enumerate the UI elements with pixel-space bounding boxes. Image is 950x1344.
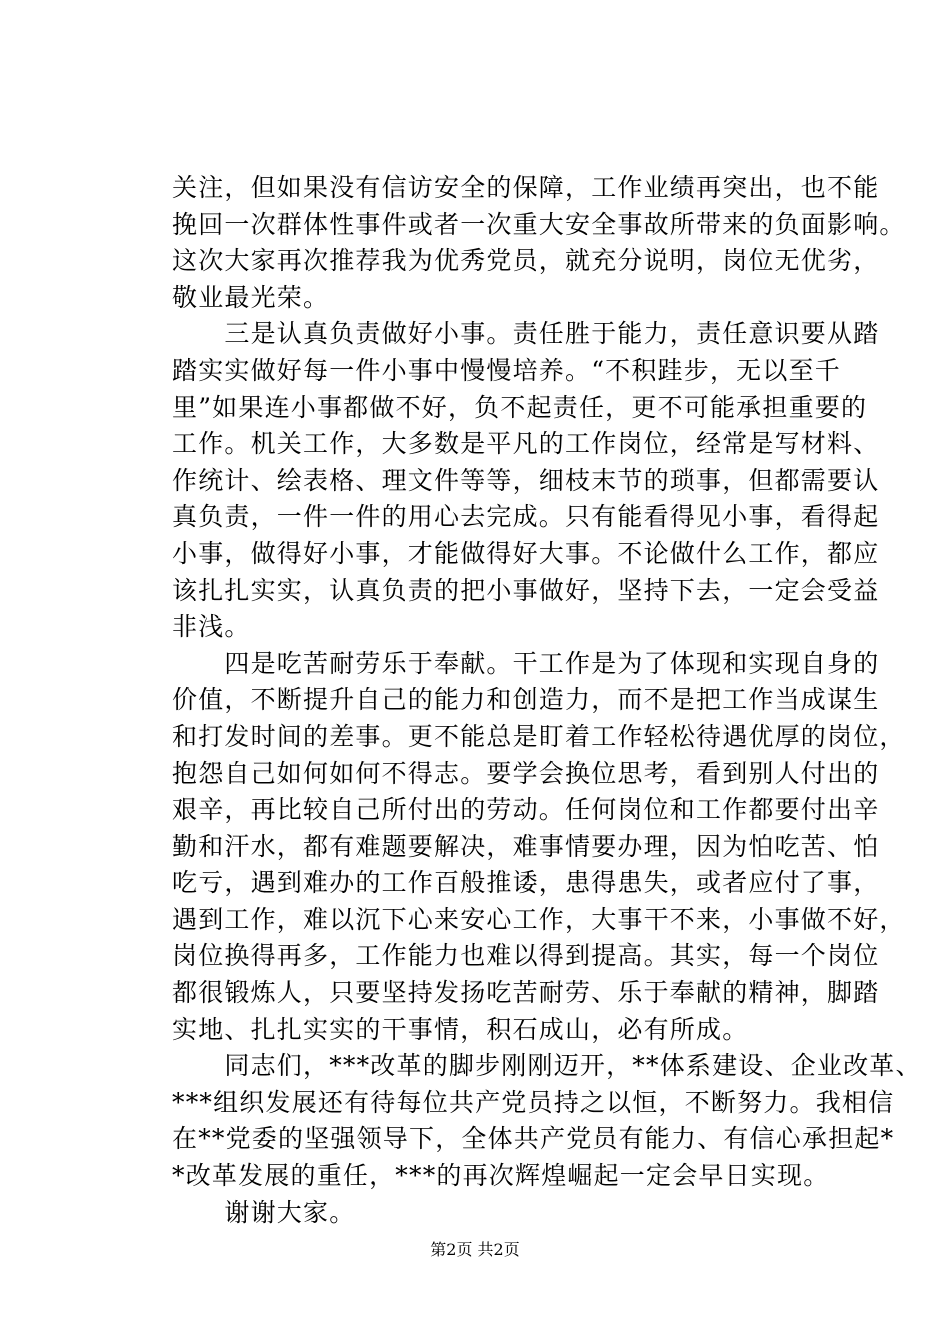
text-line: 敬业最光荣。	[172, 282, 330, 312]
text-line: 关注，但如果没有信访安全的保障，工作业绩再突出，也不能	[172, 173, 880, 202]
text-line: ***组织发展还有待每位共产党员持之以恒，不断努力。我相信	[172, 1087, 895, 1117]
text-line: 实地、扎扎实实的干事情，积石成山，必有所成。	[172, 1014, 749, 1044]
text-line: 非浅。	[172, 612, 251, 642]
text-line: 三是认真负责做好小事。责任胜于能力，责任意识要从踏	[172, 319, 880, 349]
text-line: 作统计、绘表格、理文件等等，细枝末节的琐事，但都需要认	[172, 465, 880, 495]
text-line: 勤和汗水，都有难题要解决，难事情要办理，因为怕吃苦、怕	[172, 831, 880, 861]
text-line: 工作。机关工作，大多数是平凡的工作岗位，经常是写材料、	[172, 429, 880, 459]
text-line: 踏实实做好每一件小事中慢慢培养。“不积跬步，无以至千	[172, 355, 841, 385]
document-body	[172, 170, 922, 1231]
text-line: 价值，不断提升自己的能力和创造力，而不是把工作当成谋生	[172, 685, 880, 715]
text-line: 和打发时间的差事。更不能总是盯着工作轻松待遇优厚的岗位，	[172, 721, 906, 751]
text-line: 里”如果连小事都做不好，负不起责任，更不可能承担重要的	[172, 392, 868, 422]
text-line: 遇到工作，难以沉下心来安心工作，大事干不来，小事做不好，	[172, 904, 906, 934]
text-line: 岗位换得再多，工作能力也难以得到提高。其实，每一个岗位	[172, 941, 880, 971]
text-line: 该扎扎实实，认真负责的把小事做好，坚持下去，一定会受益	[172, 575, 880, 605]
text-line: 抱怨自己如何如何不得志。要学会换位思考，看到别人付出的	[172, 758, 880, 788]
text-line: 同志们，***改革的脚步刚刚迈开，**体系建设、企业改革、	[172, 1051, 922, 1081]
text-line: 在**党委的坚强领导下，全体共产党员有能力、有信心承担起*	[172, 1124, 895, 1154]
text-line: *改革发展的重任，***的再次辉煌崛起一定会早日实现。	[172, 1161, 830, 1191]
text-line: 谢谢大家。	[172, 1197, 356, 1227]
page-footer	[0, 1240, 950, 1260]
text-line: 真负责，一件一件的用心去完成。只有能看得见小事，看得起	[172, 502, 880, 532]
text-line: 挽回一次群体性事件或者一次重大安全事故所带来的负面影响。	[172, 209, 906, 239]
text-line: 都很锻炼人，只要坚持发扬吃苦耐劳、乐于奉献的精神，脚踏	[172, 978, 880, 1008]
text-line: 小事，做得好小事，才能做得好大事。不论做什么工作，都应	[172, 538, 880, 568]
text-line: 艰辛，再比较自己所付出的劳动。任何岗位和工作都要付出辛	[172, 795, 880, 825]
text-line: 吃亏，遇到难办的工作百般推诿，患得患失，或者应付了事，	[172, 868, 880, 898]
text-line: 四是吃苦耐劳乐于奉献。干工作是为了体现和实现自身的	[172, 648, 880, 678]
page-number-label: 第2页 共2页	[430, 1240, 520, 1259]
text-line: 这次大家再次推荐我为优秀党员，就充分说明，岗位无优劣，	[172, 246, 880, 276]
